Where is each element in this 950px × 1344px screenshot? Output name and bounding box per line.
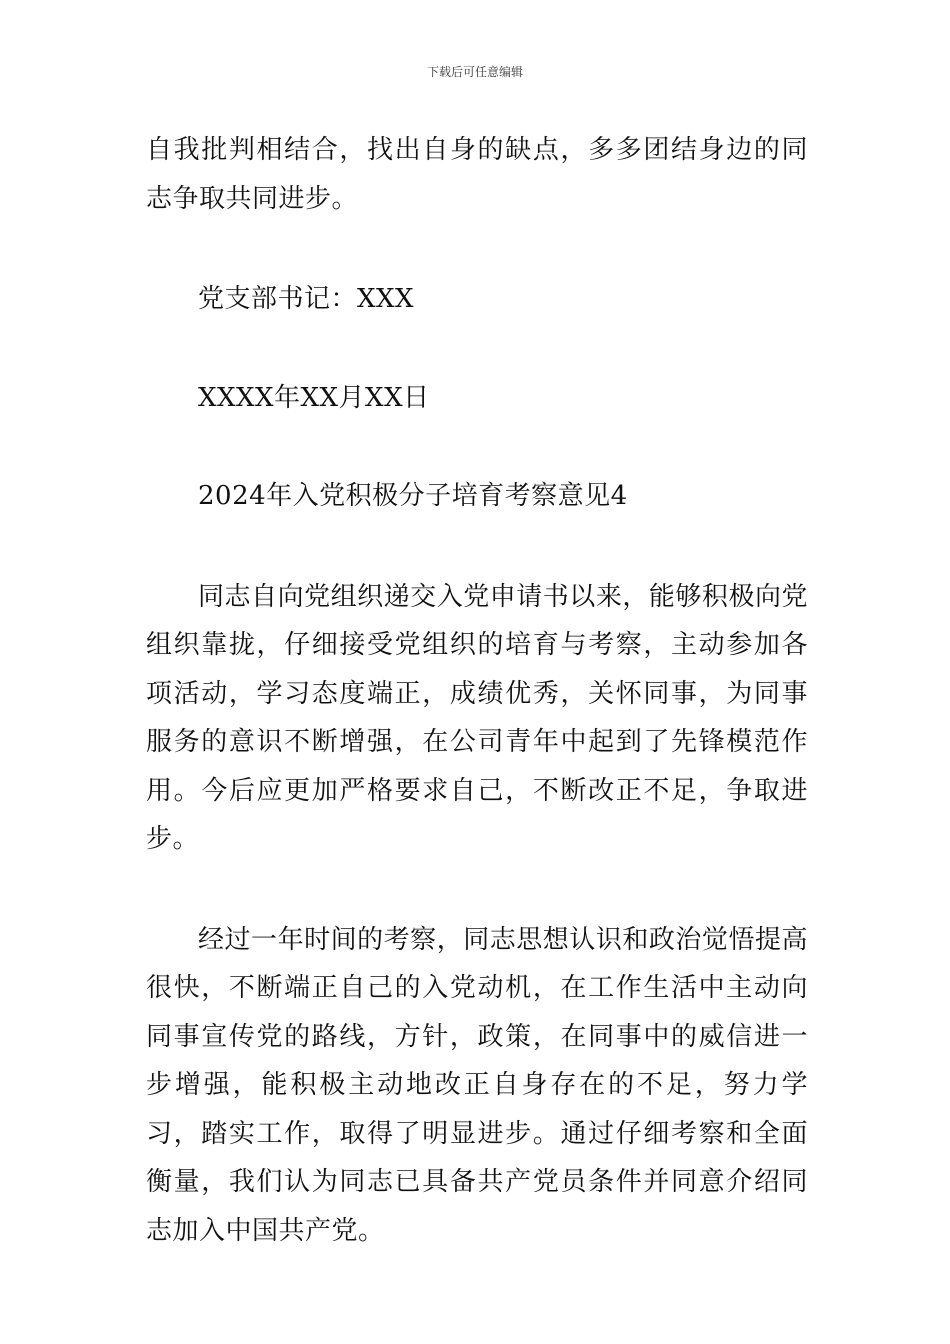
signature-line: 党支部书记：XXX <box>198 284 415 314</box>
page-header: 下载后可任意编辑 <box>426 65 523 79</box>
paragraph-gap <box>146 223 808 275</box>
paragraph-gap <box>146 864 808 916</box>
paragraph-opinion-1: 同志自向党组织递交入党申请书以来，能够积极向党组织靠拢，仔细接受党组织的培育与考察，主动参加各项活动，学习态度端正，成绩优秀，关怀同事，为同事服务的意识不断增强，在公司青年中起到了先锋模范作用。今后应更加严格要求自己，不断改正不足，争取进步。 <box>146 581 808 854</box>
paragraph-gap <box>146 324 808 374</box>
paragraph-continuation: 自我批判相结合，找出自身的缺点，多多团结身边的同志争取共同进步。 <box>146 135 808 214</box>
paragraph-gap <box>146 521 808 573</box>
paragraph-opinion-2: 经过一年时间的考察，同志思想认识和政治觉悟提高很快，不断端正自己的入党动机，在工作生活中主动向同事宣传党的路线，方针，政策，在同事中的威信进一步增强，能积极主动地改正自身存在的不足，努力学习，踏实工作，取得了明显进步。通过仔细考察和全面衡量，我们认为同志已具备共产党员条件并同意介绍同志加入中国共产党。 <box>146 924 808 1246</box>
document-body <box>146 126 808 1255</box>
section-title: 2024年入党积极分子培育考察意见4 <box>198 481 628 511</box>
paragraph-gap <box>146 422 808 472</box>
date-line: XXXX年XX月XX日 <box>198 382 430 413</box>
